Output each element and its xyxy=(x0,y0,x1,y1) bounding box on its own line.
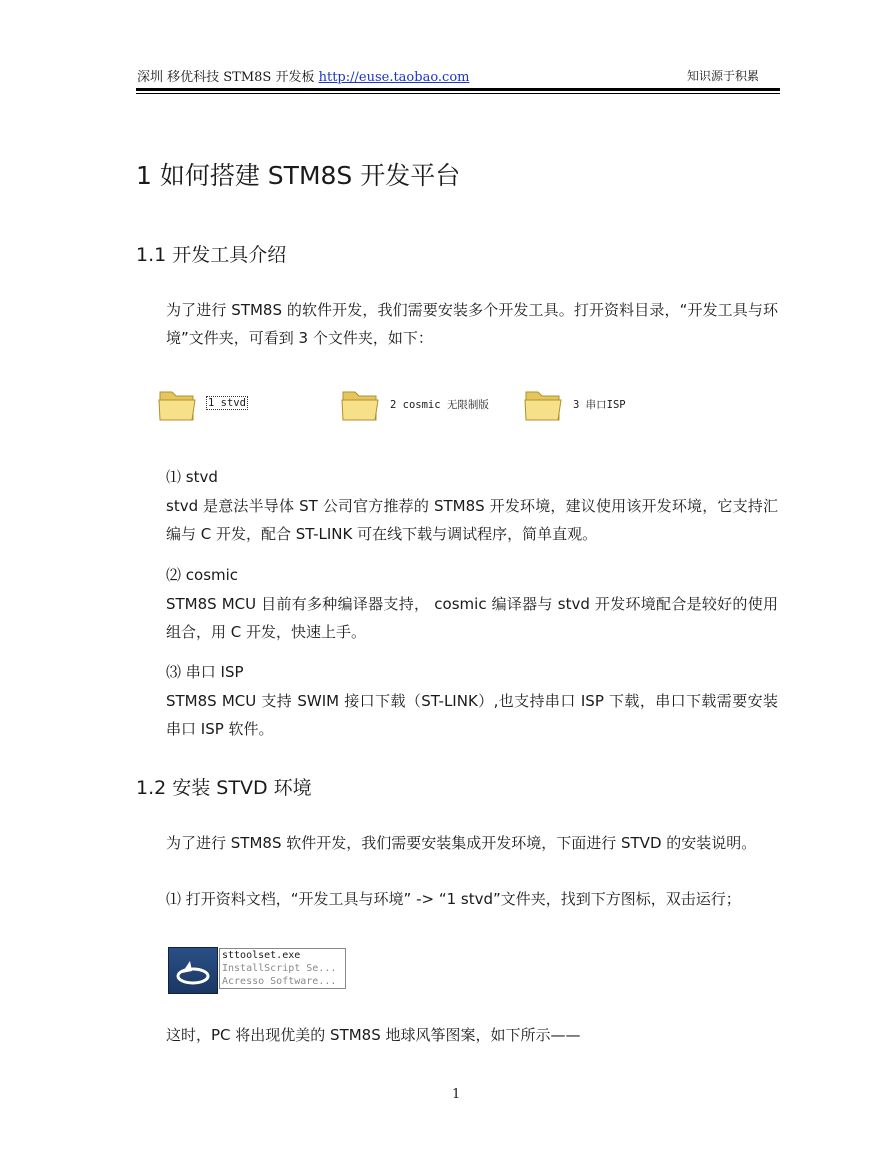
installer-file-company: Acresso Software... xyxy=(222,976,337,987)
header-rule-thin xyxy=(136,93,780,94)
section-heading-1-2: 1.2 安装 STVD 环境 xyxy=(136,777,312,799)
item-text-isp: STM8S MCU 支持 SWIM 接口下载（ST-LINK）,也支持串口 ISP 下载，串口下载需要安装串口 ISP 软件。 xyxy=(166,692,778,738)
header-company: 深圳 移优科技 STM8S 开发板 xyxy=(137,70,315,85)
item-label-isp: ⑶ 串口 ISP xyxy=(166,663,244,681)
item-label-stvd: ⑴ stvd xyxy=(166,468,218,486)
chapter-title: 1 如何搭建 STM8S 开发平台 xyxy=(136,161,461,190)
header-link[interactable]: http://euse.taobao.com xyxy=(318,70,470,85)
folder-label-stvd[interactable]: 1 stvd xyxy=(208,397,246,409)
item-label-cosmic: ⑵ cosmic xyxy=(166,566,239,584)
installer-file-type: InstallScript Se... xyxy=(222,963,337,974)
folder-label-cosmic[interactable]: 2 cosmic 无限制版 xyxy=(390,399,489,411)
folder-label-isp[interactable]: 3 串口ISP xyxy=(573,399,626,411)
item-text-stvd: stvd 是意法半导体 ST 公司官方推荐的 STM8S 开发环境，建议使用该开发环境，它支持汇编与 C 开发，配合 ST-LINK 可在线下载与调试程序，简单直观。 xyxy=(166,497,778,543)
header-rule-thick xyxy=(136,88,780,91)
page-header-right: 知识源于积累 xyxy=(687,69,760,83)
folder-icon[interactable] xyxy=(157,384,197,424)
section-heading-1-1: 1.1 开发工具介绍 xyxy=(136,244,287,266)
installer-icon[interactable] xyxy=(168,947,218,994)
page-number: 1 xyxy=(452,1087,461,1102)
page-header-left xyxy=(137,66,470,85)
folder-icon[interactable] xyxy=(340,384,380,424)
folder-icon[interactable] xyxy=(523,384,563,424)
installer-file-details[interactable] xyxy=(219,948,346,989)
section2-intro: 为了进行 STM8S 软件开发，我们需要安装集成开发环境，下面进行 STVD 的安装说明。 xyxy=(166,834,757,852)
installer-file-name: sttoolset.exe xyxy=(222,950,301,961)
section2-step1: ⑴ 打开资料文档，“开发工具与环境” -> “1 stvd”文件夹，找到下方图标，双击运行； xyxy=(166,890,741,908)
section2-after: 这时，PC 将出现优美的 STM8S 地球风筝图案，如下所示—— xyxy=(166,1026,581,1044)
section1-intro: 为了进行 STM8S 的软件开发，我们需要安装多个开发工具。打开资料目录，“开发工具与环境”文件夹，可看到 3 个文件夹，如下： xyxy=(166,301,778,347)
item-text-cosmic: STM8S MCU 目前有多种编译器支持， cosmic 编译器与 stvd 开发环境配合是较好的使用组合，用 C 开发，快速上手。 xyxy=(166,595,778,641)
